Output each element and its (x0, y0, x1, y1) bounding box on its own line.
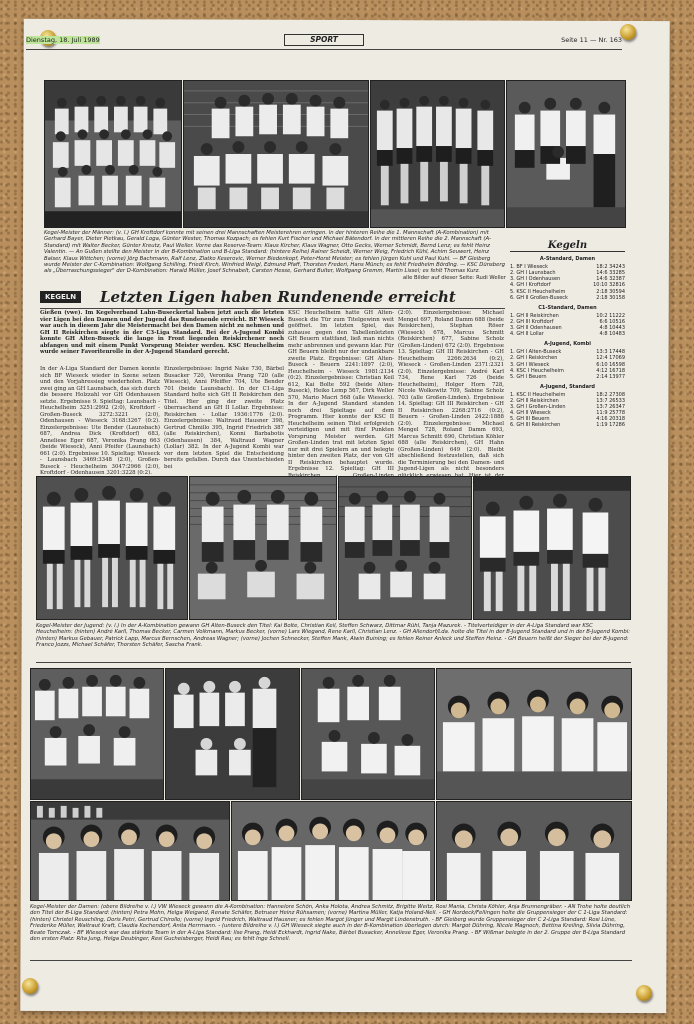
footer-rule (30, 960, 632, 961)
article-column-2: Einzelergebnisse: Ingrid Nake 730, Bärbel Busacker 720, Veronika Prang 720 (alle Wieseck), Anni Pfeiffer 704, Ute Bender 701 (beide Launsbach). In der C1-Liga Standard holte sich GH II Reiskirchen den Titel. Hier ging der zweite Platz überraschend an GH II Lollar. Ergebnisse: Reiskirchen - Lollar 1936:1776 (2:0). Einzelergebnisse: Waltraud Hausner 398, Gertrud Chmillo 395, Ingrid Friedrich 387 (alle Reiskirchen), Konni Barbabotis (Odenhausen) 384, Waltraud Wagner (Lollar) 382. In der A-Jugend Kombi war vor dem letzten Spiel die Entscheidung bereits gefallen. Durch das Unentschieden bei (164, 366, 284, 470)
header-rule (26, 49, 622, 50)
article-column-4: (2:0). Einzelergebnisse: Michael Mengel 697, Roland Damm 688 (beide Reiskirchen), Stephan Röser (Wieseck) 678, Marcus Schmitt (Reiskirchen) 677, Sabine Scholz (Großen-Linden) 672 (2:0). Ergebnisse 13. Spieltag: GH III Reiskirchen - GH Heuchelheim 2266:2634 (0:2), Wieseck - Großen-Linden 2371:2321 (2:0). Einzelergebnisse: André Karl 734, Rene Karl 726 (beide Heuchelheim), Holger Horn 728, Nicole Wolkewitz 709, Sabine Scholz 703 (alle Großen-Linden). Ergebnisse 14. Spieltag: GH III Reiskirchen - GH II Reiskirchen 2268:2716 (0:2), Beuern - Großen-Linden 2422:1888 (2:0). Einzelergebnisse: Michael Mengel 728, Roland Damm 693, Marcus Schmitt 690, Christian Köhler 688 (alle Reiskirchen), GH Hahn (Großen-Linden) 649 (2:0). Bleibt abschließend festzustellen, daß sich die Terminierung bei den Damen- und Jugend-Ligen als nicht besonders (398, 310, 504, 472)
photo-credit: alle Bilder auf dieser Seite: Rudi Weller (402, 275, 506, 281)
group-title: C1-Standard, Damen (538, 304, 597, 311)
photo-caption-youth: Kegel-Meister der Jugend: (v. l.) In der A-Kombination gewann GH Alten-Buseck den Titel: Kai Bolte, Christian Keil, Steffen Schwarz, Dittmar Rühl, Tanja Mazurek. - Titelverteidiger in der A-Liga Standard war KSC Heuchelheim: (hinten) André Karll, Thomas Becker, Carmen Volkmann, Markus Becker, (vorne) Lars Wiegand, Rene Karll, Christian Lenz. - GH Allendorf/Lda. holte die Titel in der B-Jugend Standard und in der B-Jugend Kombi: (hinten) Markus Gebauer, Patrick Lapp, Marcus Bernschen, Andreas Wagner; (vorne) Jochen Schnecker, Steffen Mank, Alwin Buining; es fehlen Reiner Anleck und Steffen Heinz. - GH Beuern heißt der Sieger bei der B-Jugend: Franco Jozzs, Michael Schäfer, Thorsten Schäfer, Sascha Frank. (36, 623, 631, 649)
issue-date: Dienstag, 18. Juli 1989 (26, 36, 100, 44)
photo-men-champions-4 (506, 80, 626, 228)
photo-youth-champions-1 (36, 476, 188, 620)
table-row: 1. KSC II Heuchelheim 18:2 27308 (510, 391, 625, 398)
table-row: 3. GH I Wieseck 6:10 16598 (510, 361, 625, 368)
photo-men-champions-2 (183, 80, 369, 228)
kicker-label: KEGELN (40, 291, 81, 303)
table-row: 5. GH III Beuern 4:16 20318 (510, 416, 625, 423)
table-row: 4. KSC I Heuchelheim 4:12 16718 (510, 367, 625, 374)
table-row: 1. GH I Alten-Buseck 13:3 17448 (510, 349, 625, 356)
table-row: 5. KSC II Heuchelheim 2:18 30594 (510, 288, 625, 295)
table-row: 2. GH I Launsbach 14:6 33285 (510, 270, 625, 277)
pushpin-icon (620, 24, 636, 40)
caption-rule (36, 662, 631, 663)
photo-ladies-champions-4 (436, 668, 632, 800)
page-header (26, 34, 622, 48)
pushpin-icon (22, 978, 38, 994)
group-title: A-Standard, Damen (539, 256, 596, 263)
photo-ladies-champions-5 (30, 801, 230, 901)
pushpin-icon (636, 985, 652, 1001)
article-column-3: KSC Heuchelheim hatte GH Alten-Buseck die Tür zum Titelgewinn weit geöffnet. Im letzten Spiel, das zuhause gegen den Tabellenletzten GH Beuern stattfand, ließ man nichts mehr anbrennen und gewann klar. Für GH Beuern bleibt nur der undankbare zweite Platz. Ergebnisse: GH Alten-Buseck - Beuern 2241:1897 (2:0), Heuchelheim - Wieseck 1981:2134 (0:2). Einzelergebnisse: Christian Keil 612, Kai Bolte 592 (beide Alten-Buseck), Heiko Lemp 567, Dirk Weller 570, Mario Macri 568 (alle Wieseck). In der A-Jugend Standard standen noch drei Spieltage auf dem Programm. Hier konnte der KSC II Heuchelheim seinen Titel erfolgreich verteidigen und mit fünf Punkten Vorsprung Meister werden. GH Großen-Linden trat mit letzten Spiel nur mit drei Spielern an und belegte hinter den zweiten Platz, der von GH II Reiskirchen behauptet wurde. Ergebnisse 12. Spieltag: GH III (288, 310, 394, 472)
photo-men-champions-1 (44, 80, 182, 228)
standings-group (510, 384, 625, 429)
table-row: 4. GH II Wieseck 11:9 25778 (510, 410, 625, 417)
table-row: 2. GH II Reiskirchen 13:7 26533 (510, 397, 625, 404)
photo-ladies-champions-2 (165, 668, 300, 800)
table-row: 6. GH II Großen-Buseck 2:18 30158 (510, 294, 625, 301)
table-row: 4. GH II Lollar 4:8 10483 (510, 331, 625, 338)
standings-box (510, 240, 625, 466)
photo-caption-men: Kegel-Meister der Männer: (v. l.) GH Kroftdorf konnte mit seinen drei Mannschaften Meisterehren erringen. In der hinteren Reihe die 1. Mannschaft (A-Kombination) mit Gerhard Bayer, Dieter Pietkau, Gerald Loga, Günter Wester, Thomas Kozpach; es fehlen Kurt Fischer und Michael Bätendorf. In der mittleren Reihe die 2. Mannschaft (A-Standard) mit Walter Becker, Günter Kreutz, Paul Weller. Vorne das Reserve-Team: Klaus Kircher, Klaus Wagner, Otto Gecks, Werner Schmidt, Bernd Lenz; es fehlt Heinz Valentin. — An Gußen stellte den Meister in der B-Kombination und B-Liga Standard: (hintere Reihe) Rainer Scheidt, Werner Weig, Friedrich Kühl, Achim Seuwert, Heinz Balser, Klaus Wittchen; (vorne) Jörg Bachmann, Ralf Lenz, Zlatko Keserovic, Werner Biedenkopf, Peter-Horst Meister; es fehlen Jürgen Kuhl und Paul Kuhl. — BF Gleiberg wurde Meister der C-Kombination: Wolfgang Schilling, Friedl Kirch, Winfried Weigl, Edmund Pfaff, Thorsten Frederi, Hans Münch; es fehlt Friedhelm Bördlng. — KSC Dünsberg als „Überraschungssieger" der D-Kombination: Harald Müller, Josef Schnabelt, Carsten Hesse, Gerhard Bulter, Wolfgang Gremm, Martin Lissel; es fehlt Thomas Kurz. (44, 230, 505, 275)
photo-youth-champions-4 (473, 476, 631, 620)
page-number: Seite 11 — Nr. 163 (561, 36, 622, 44)
photo-ladies-champions-3 (301, 668, 435, 800)
table-row: 2. GH III Kroftdorf 6:6 10516 (510, 318, 625, 325)
article-lead: Gießen (vwe). Im Kegelverband Lahn-Buseckertal haben jetzt auch die letzten vier Ligen bei den Damen und der Jugend das Rundenende erreicht. BF Wieseck war auch in diesem Jahr die Meistermacht bei den Damen nicht zu nehmen und GH II Reiskirchen siegte in der C3-Liga Standard. Bei der A-Jugend Kombi konnte GH Alten-Buseck die lange in Front liegenden Reiskirchener noch abfangen und mit einem Punkt Vorsprung Meister werden. KSC Heuchelheim wurde seiner Favoritenrolle in der A-Jugend Standard gerecht. (40, 310, 284, 355)
photo-ladies-champions-7 (436, 801, 632, 901)
table-row: 6. GH III Reiskirchen 1:19 17286 (510, 422, 625, 429)
table-row: 2. GH I Reiskirchen 12:4 17069 (510, 355, 625, 362)
headline: Letzten Ligen haben Rundenende erreicht (100, 288, 456, 306)
group-title: A-Jugend, Standard (539, 383, 596, 390)
photo-youth-champions-2 (189, 476, 337, 620)
photo-youth-champions-3 (338, 476, 472, 620)
article-column-1: In der A-Liga Standard der Damen konnte sich BF Wieseck wieder in Szene setzen und den Vorjahressieg wiederholen. Platz zwei ging an GH Launsbach, das sich durch die bessere Holzzahl vor GH Odenhausen setzte. Ergebnisse 9. Spieltag: Launsbach - Heuchelheim 3251:2992 (2:0), Kroftdorf - Großen-Buseck 3272:3221 (2:0), Odenhausen - Wieseck 3168:3267 (0:2). Einzelergebnisse: Ute Bender (Launsbach) 687, Andrea Dick (Kroftdorf) 683, Anneliese Eger 687, Veronika Prang 663 (beide Wieseck), Anni Pfeifer (Launsbach) 661 (2:0). Ergebnisse 10. Spieltag: Wieseck - Launsbach 3469:3348 (2:0), Großen-Buseck - Heuchelheim 3047:2966 (2:0), Kroftdorf - Odenhausen 3201:3228 (0:2). (40, 366, 160, 476)
standings-group (510, 341, 625, 380)
section-label: SPORT (284, 34, 364, 46)
standings-group (510, 305, 625, 337)
table-row: 3. GH I Odenhausen 14:6 32387 (510, 276, 625, 283)
headline-rule (40, 308, 505, 309)
table-row: 5. GH I Beuern 2:14 13977 (510, 373, 625, 380)
table-row: 3. GH I Großen-Linden 13:7 26347 (510, 404, 625, 411)
group-title: A-Jugend, Kombi (544, 341, 591, 348)
photo-ladies-champions-6 (231, 801, 435, 901)
photo-caption-ladies: Kegel-Meister der Damen: (obere Bildreihe v. l.) VW Wieseck gewann die A-Kombination: Hannelore Schön, Anka Holota, Andrea Schmitz, Brigitte Weitz, Rosi Mania, Christa Köhler, Anja Brunnengräber. - AN Trohe holte deutlich den Titel der B-Liga Standard: (hinten) Petra Mohn, Helga Weigand, Renate Schäfer, Betrueer Heinz Rühsamen; (vorne) Martina Müller, Katja Holand-Nell. - GH Nordeck/Fellingen holte die Gruppensieger der C 1-Liga Standard: (hinten) Christel Reuschling, Doris Petri, Gertrud Chirollo; (vorne) Ingrid Friedrich, Waltraud Hausner; es fehlen Margot Jünger und Margit Lindenstruth. - BF Gleiberg wurde Gruppensieger der C 2-Liga Standard: Rosi Lüne, Friederike Müller, Waltraut Kraft, Claudia Kochendorf, Anita Herrmann. - (untere Bildreihe v. l.) GH Wieseck siegte auch in der B-Kombination überlegen durch: Margot Dühring, Nicole Magnoch, Bettina Kreiling, Silvia Dühring, Beate Tomczak. - BF Wieseck war das stärkste Team in der A-Liga Standard: Ilse Prang, Heidi Eckhardt, Ingrid Nake, Bärbel Busacker, Anneliese Eger, Veronika Prang. - BF Wißmar belegte in der 2. Gruppe der B-Liga Standard den ersten Platz: Rita Jung, Helga Deubinger, Resi Gucheisberger, Heidi Rau; es fehlt Inge Schnell. (30, 904, 631, 943)
table-row: 3. GH II Odenhausen 4:8 10443 (510, 325, 625, 332)
article-heading (40, 288, 490, 308)
table-row: 1. GH II Reiskirchen 10:2 11222 (510, 312, 625, 319)
table-row: 1. BF I Wieseck 18:2 34243 (510, 264, 625, 271)
photo-ladies-champions-1 (30, 668, 164, 800)
standings-group (510, 256, 625, 301)
photo-men-champions-3 (370, 80, 505, 228)
table-row: 4. GH I Kroftdorf 10:10 32816 (510, 282, 625, 289)
standings-title: Kegeln (510, 243, 625, 252)
